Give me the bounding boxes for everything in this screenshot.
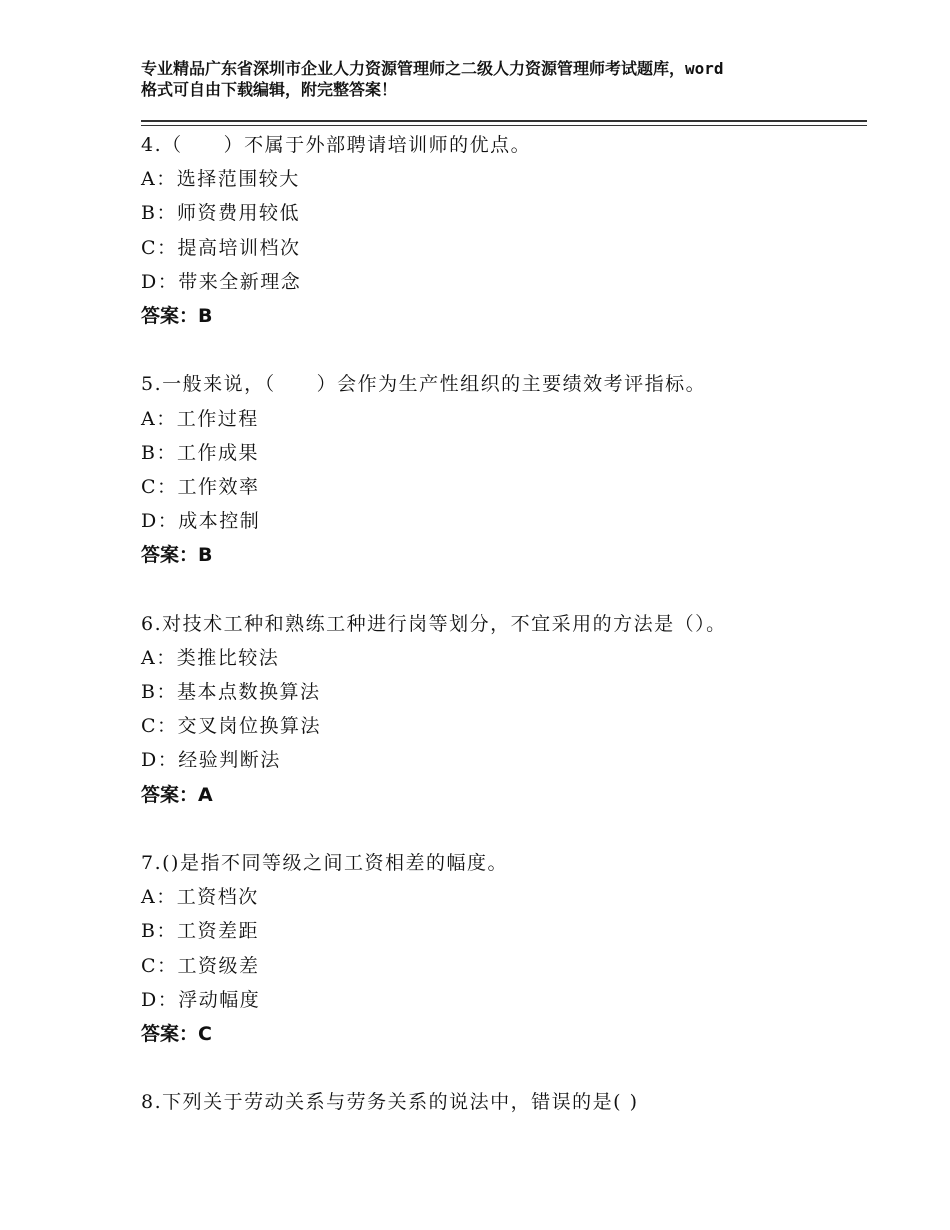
- question-7: [141, 846, 867, 1051]
- option-a: A：选择范围较大: [141, 168, 300, 191]
- option-b: B：工作成果: [141, 441, 259, 464]
- header-divider-thin: [141, 125, 867, 126]
- document-header: [141, 58, 841, 100]
- option-a: A：类推比较法: [141, 646, 280, 669]
- option-c: C：提高培训档次: [141, 236, 301, 259]
- question-title: 8.下列关于劳动关系与劳务关系的说法中，错误的是( ): [141, 1091, 639, 1114]
- option-b: B：工资差距: [141, 920, 259, 943]
- option-c: C：工作效率: [141, 475, 260, 498]
- option-d: D：带来全新理念: [141, 270, 302, 293]
- header-line-1: 专业精品广东省深圳市企业人力资源管理师之二级人力资源管理师考试题库，word: [141, 59, 724, 78]
- answer-label: 答案：C: [141, 1022, 212, 1045]
- question-5: [141, 367, 867, 572]
- option-b: B：师资费用较低: [141, 202, 300, 225]
- answer-label: 答案：A: [141, 783, 213, 806]
- question-title: 7.()是指不同等级之间工资相差的幅度。: [141, 851, 508, 874]
- option-a: A：工资档次: [141, 886, 259, 909]
- option-b: B：基本点数换算法: [141, 681, 321, 703]
- question-8: [141, 1085, 867, 1119]
- header-line-2: 格式可自由下载编辑，附完整答案！: [141, 80, 398, 99]
- answer-label: 答案：B: [141, 544, 213, 567]
- option-c: C：交叉岗位换算法: [141, 715, 322, 738]
- option-c: C：工资级差: [141, 954, 260, 977]
- question-4: [141, 128, 867, 333]
- question-6: [141, 607, 867, 812]
- option-d: D：经验判断法: [141, 749, 281, 772]
- question-title: 4.（ ）不属于外部聘请培训师的优点。: [141, 134, 532, 156]
- question-list: [141, 128, 867, 1119]
- option-a: A：工作过程: [141, 407, 259, 430]
- option-d: D：成本控制: [141, 510, 261, 533]
- option-d: D：浮动幅度: [141, 988, 261, 1011]
- answer-label: 答案：B: [141, 304, 213, 327]
- question-title: 6.对技术工种和熟练工种进行岗等划分，不宜采用的方法是（）。: [141, 612, 727, 635]
- question-title: 5.一般来说，（ ）会作为生产性组织的主要绩效考评指标。: [141, 373, 707, 396]
- header-divider-thick: [141, 120, 867, 122]
